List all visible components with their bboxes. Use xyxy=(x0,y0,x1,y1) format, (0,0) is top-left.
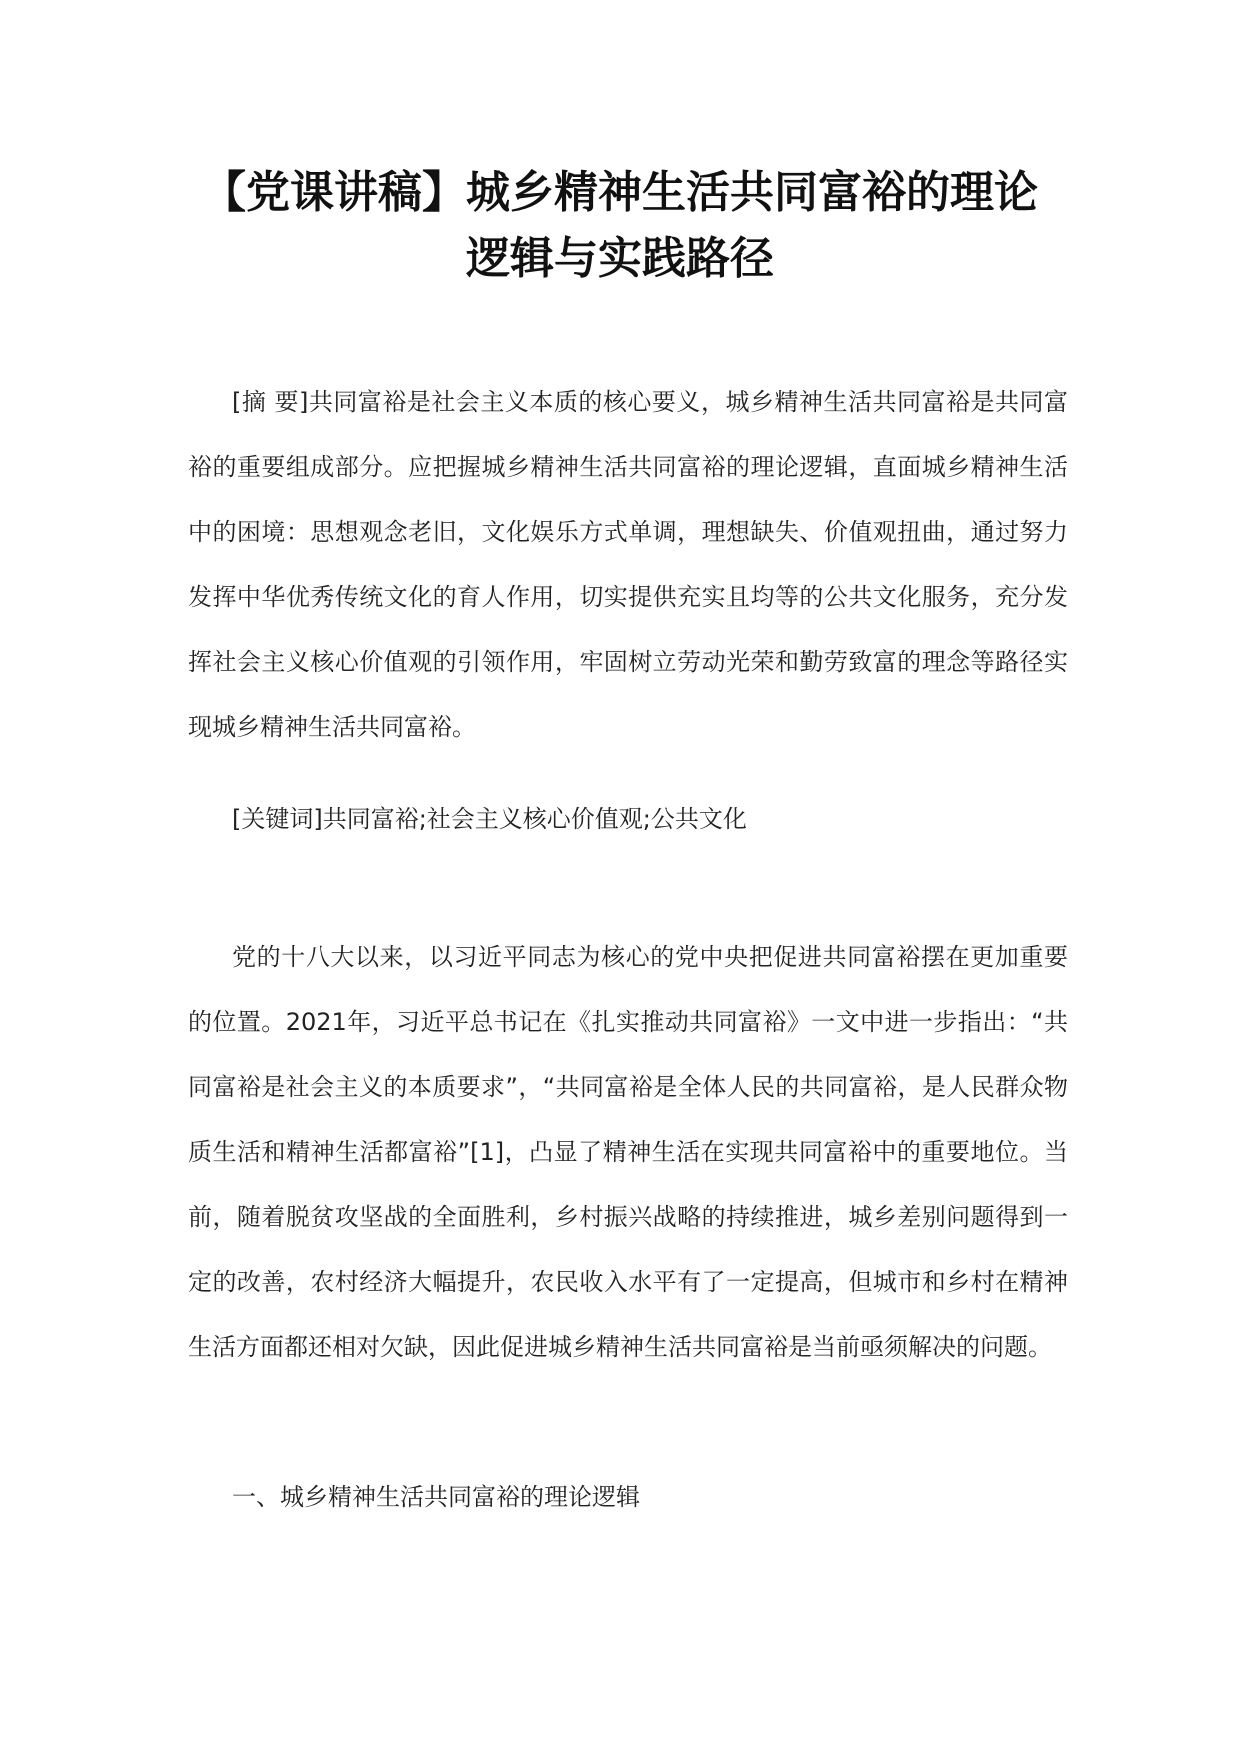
title-line-2: 逻辑与实践路径 xyxy=(466,233,774,284)
intro-section xyxy=(188,925,1068,1380)
section-heading xyxy=(188,1465,1068,1530)
abstract-section xyxy=(188,370,1068,760)
title-line-1: 【党课讲稿】城乡精神生活共同富裕的理论 xyxy=(202,167,1038,218)
keywords-section xyxy=(188,787,1068,852)
intro-paragraph: 党的十八大以来，以习近平同志为核心的党中央把促进共同富裕摆在更加重要的位置。2021年，习近平总书记在《扎实推动共同富裕》一文中进一步指出：“共同富裕是社会主义的本质要求”，“共同富裕是全体人民的共同富裕，是人民群众物质生活和精神生活都富裕”[1]，凸显了精神生活在实现共同富裕中的重要地位。当前，随着脱贫攻坚战的全面胜利，乡村振兴战略的持续推进，城乡差别问题得到一定的改善，农村经济大幅提升，农民收入水平有了一定提高，但城市和乡村在精神生活方面都还相对欠缺，因此促进城乡精神生活共同富裕是当前亟须解决的问题。 xyxy=(188,943,1068,1361)
document-title xyxy=(170,160,1070,292)
keywords-paragraph: [关键词]共同富裕;社会主义核心价值观;公共文化 xyxy=(232,805,747,833)
abstract-paragraph: [摘 要]共同富裕是社会主义本质的核心要义，城乡精神生活共同富裕是共同富裕的重要组成部分。应把握城乡精神生活共同富裕的理论逻辑，直面城乡精神生活中的困境：思想观念老旧，文化娱乐方式单调，理想缺失、价值观扭曲，通过努力发挥中华优秀传统文化的育人作用，切实提供充实且均等的公共文化服务，充分发挥社会主义核心价值观的引领作用，牢固树立劳动光荣和勤劳致富的理念等路径实现城乡精神生活共同富裕。 xyxy=(188,388,1068,741)
section-heading-1: 一、城乡精神生活共同富裕的理论逻辑 xyxy=(232,1483,640,1511)
